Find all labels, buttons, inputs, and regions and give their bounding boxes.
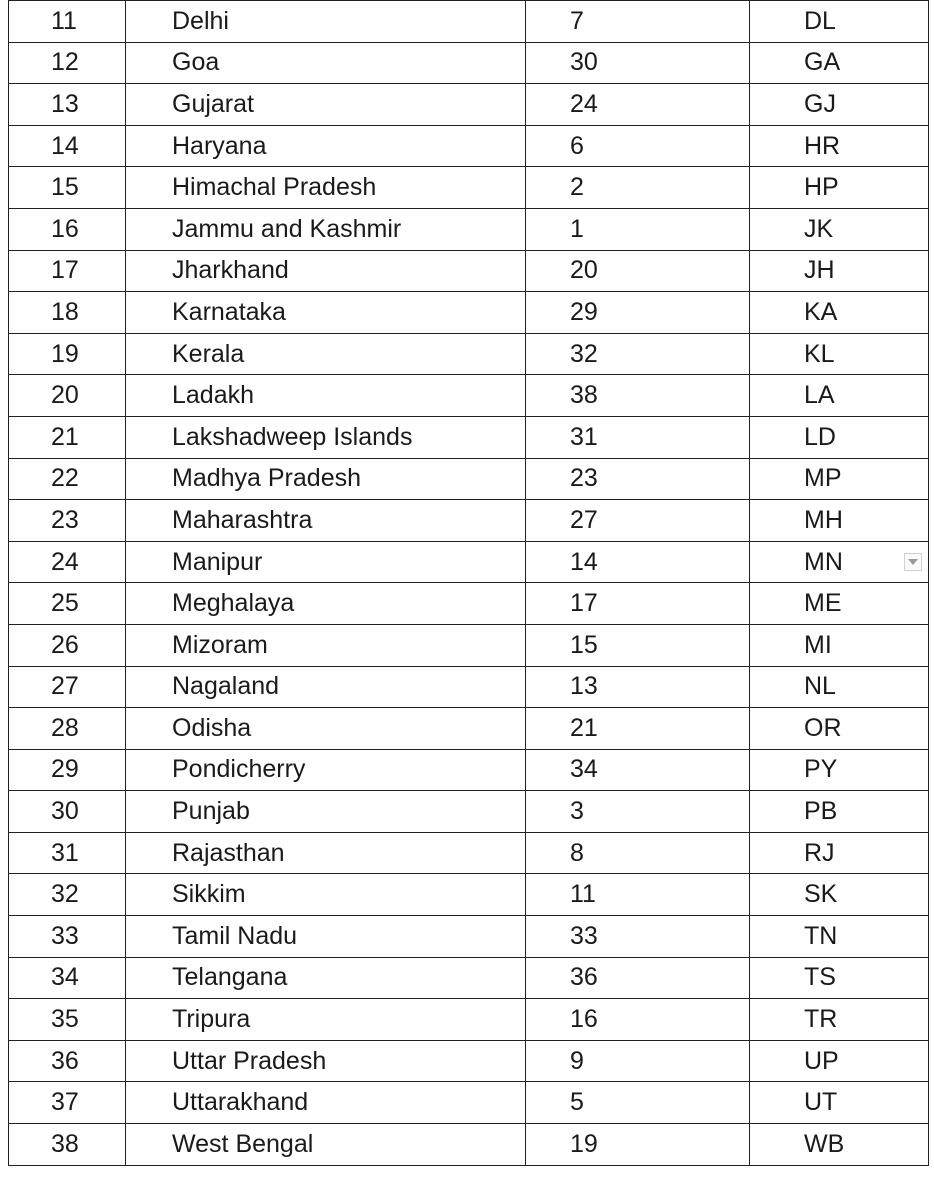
serial-number-cell[interactable] (9, 749, 126, 791)
state-name-cell[interactable] (126, 125, 526, 167)
chevron-down-icon (908, 559, 918, 565)
serial-number-cell[interactable] (9, 416, 126, 458)
state-code-cell[interactable] (526, 208, 750, 250)
state-abbreviation-cell-text: TS (804, 963, 836, 992)
serial-number-cell[interactable] (9, 832, 126, 874)
state-name-cell-text: Tamil Nadu (172, 921, 298, 950)
state-name-cell[interactable] (126, 1040, 526, 1082)
serial-number-cell-text: 28 (51, 713, 79, 742)
table-row (9, 500, 929, 542)
serial-number-cell-text: 32 (51, 880, 79, 909)
table-row (9, 458, 929, 500)
state-abbreviation-cell-text: LA (804, 381, 835, 410)
table-row (9, 916, 929, 958)
state-code-cell-text: 32 (570, 339, 598, 368)
table-row (9, 749, 929, 791)
state-code-cell-text: 20 (570, 256, 598, 285)
table-row (9, 333, 929, 375)
state-abbreviation-cell[interactable] (750, 541, 929, 583)
state-code-cell-text: 21 (570, 713, 598, 742)
state-name-cell[interactable] (126, 1082, 526, 1124)
table-row (9, 874, 929, 916)
state-code-cell[interactable] (526, 1124, 750, 1166)
serial-number-cell[interactable] (9, 42, 126, 84)
serial-number-cell-text: 23 (51, 505, 79, 534)
state-code-cell-text: 36 (570, 963, 598, 992)
state-abbreviation-cell-text: TN (804, 921, 838, 950)
state-code-cell[interactable] (526, 292, 750, 334)
state-name-cell[interactable] (126, 1124, 526, 1166)
state-code-cell[interactable] (526, 583, 750, 625)
table-row (9, 42, 929, 84)
serial-number-cell[interactable] (9, 292, 126, 334)
state-name-cell-text: Meghalaya (172, 589, 295, 618)
state-code-cell[interactable] (526, 708, 750, 750)
serial-number-cell-text: 37 (51, 1088, 79, 1117)
state-code-cell-text: 9 (570, 1046, 584, 1075)
serial-number-cell[interactable] (9, 500, 126, 542)
state-name-cell[interactable] (126, 666, 526, 708)
serial-number-cell-text: 38 (51, 1129, 79, 1158)
state-code-table (8, 0, 929, 1166)
state-abbreviation-cell[interactable] (750, 583, 929, 625)
state-abbreviation-cell-text: LD (804, 422, 836, 451)
serial-number-cell[interactable] (9, 375, 126, 417)
state-abbreviation-cell-text: JK (804, 214, 834, 243)
state-code-cell-text: 16 (570, 1005, 598, 1034)
serial-number-cell[interactable] (9, 1082, 126, 1124)
state-name-cell-text: Karnataka (172, 297, 286, 326)
state-abbreviation-cell-text: HP (804, 173, 839, 202)
serial-number-cell-text: 24 (51, 547, 79, 576)
state-code-cell[interactable] (526, 500, 750, 542)
state-code-cell-text: 30 (570, 48, 598, 77)
state-abbreviation-cell[interactable] (750, 874, 929, 916)
state-name-cell[interactable] (126, 208, 526, 250)
state-abbreviation-cell-text: PY (804, 755, 838, 784)
state-abbreviation-cell-text: GA (804, 48, 841, 77)
serial-number-cell[interactable] (9, 583, 126, 625)
serial-number-cell-text: 29 (51, 755, 79, 784)
table-row (9, 666, 929, 708)
state-abbreviation-cell[interactable] (750, 500, 929, 542)
state-name-cell-text: Manipur (172, 547, 263, 576)
state-code-cell-text: 38 (570, 381, 598, 410)
state-abbreviation-cell[interactable] (750, 250, 929, 292)
state-name-cell[interactable] (126, 1, 526, 43)
serial-number-cell-text: 27 (51, 672, 79, 701)
state-name-cell-text: West Bengal (172, 1129, 314, 1158)
serial-number-cell-text: 35 (51, 1005, 79, 1034)
table-row (9, 1124, 929, 1166)
serial-number-cell[interactable] (9, 84, 126, 126)
serial-number-cell-text: 18 (51, 297, 79, 326)
state-code-cell-text: 3 (570, 797, 584, 826)
state-abbreviation-cell-text: SK (804, 880, 838, 909)
state-name-cell-text: Punjab (172, 797, 250, 826)
state-code-cell[interactable] (526, 458, 750, 500)
serial-number-cell[interactable] (9, 708, 126, 750)
state-code-cell[interactable] (526, 666, 750, 708)
state-name-cell[interactable] (126, 791, 526, 833)
state-name-cell-text: Ladakh (172, 381, 255, 410)
serial-number-cell[interactable] (9, 666, 126, 708)
table-row (9, 1, 929, 43)
state-name-cell-text: Pondicherry (172, 755, 306, 784)
state-abbreviation-cell-text: MI (804, 630, 832, 659)
state-code-cell[interactable] (526, 1082, 750, 1124)
serial-number-cell[interactable] (9, 1040, 126, 1082)
serial-number-cell-text: 13 (51, 89, 79, 118)
state-name-cell[interactable] (126, 583, 526, 625)
state-abbreviation-cell[interactable] (750, 1082, 929, 1124)
state-abbreviation-cell[interactable] (750, 1, 929, 43)
table-row (9, 84, 929, 126)
state-abbreviation-cell-text: HR (804, 131, 841, 160)
state-abbreviation-cell-text: GJ (804, 89, 836, 118)
table-row (9, 416, 929, 458)
serial-number-cell-text: 16 (51, 214, 79, 243)
state-code-cell[interactable] (526, 125, 750, 167)
state-abbreviation-cell[interactable] (750, 1040, 929, 1082)
state-code-cell[interactable] (526, 1, 750, 43)
state-name-cell[interactable] (126, 624, 526, 666)
state-name-cell-text: Himachal Pradesh (172, 173, 377, 202)
state-name-cell[interactable] (126, 999, 526, 1041)
table-row (9, 832, 929, 874)
state-abbreviation-cell-text: DL (804, 6, 836, 35)
serial-number-cell[interactable] (9, 541, 126, 583)
state-code-cell-text: 14 (570, 547, 598, 576)
state-name-cell-text: Rajasthan (172, 838, 285, 867)
state-abbreviation-cell[interactable] (750, 375, 929, 417)
state-abbreviation-cell-text: RJ (804, 838, 835, 867)
serial-number-cell[interactable] (9, 1, 126, 43)
serial-number-cell[interactable] (9, 125, 126, 167)
state-abbreviation-cell-text: NL (804, 672, 836, 701)
state-name-cell-text: Maharashtra (172, 505, 313, 534)
state-abbreviation-cell-text: JH (804, 256, 835, 285)
state-code-cell-text: 27 (570, 505, 598, 534)
serial-number-cell-text: 21 (51, 422, 79, 451)
state-code-cell[interactable] (526, 874, 750, 916)
state-name-cell-text: Kerala (172, 339, 245, 368)
serial-number-cell-text: 34 (51, 963, 79, 992)
state-abbreviation-cell[interactable] (750, 749, 929, 791)
state-abbreviation-cell-text: UP (804, 1046, 839, 1075)
state-abbreviation-cell[interactable] (750, 999, 929, 1041)
state-name-cell-text: Gujarat (172, 89, 254, 118)
state-abbreviation-cell-text: OR (804, 713, 842, 742)
serial-number-cell-text: 26 (51, 630, 79, 659)
state-name-cell-text: Sikkim (172, 880, 246, 909)
state-code-cell-text: 8 (570, 838, 584, 867)
serial-number-cell[interactable] (9, 1124, 126, 1166)
state-name-cell[interactable] (126, 375, 526, 417)
state-abbreviation-cell[interactable] (750, 125, 929, 167)
state-name-cell[interactable] (126, 416, 526, 458)
table-row (9, 791, 929, 833)
state-code-cell-text: 11 (570, 880, 596, 909)
table-row (9, 1082, 929, 1124)
state-name-cell[interactable] (126, 541, 526, 583)
state-code-cell-text: 33 (570, 921, 598, 950)
state-abbreviation-cell[interactable] (750, 42, 929, 84)
state-code-cell-text: 13 (570, 672, 598, 701)
state-name-cell[interactable] (126, 832, 526, 874)
table-row (9, 125, 929, 167)
state-name-cell-text: Haryana (172, 131, 267, 160)
serial-number-cell-text: 33 (51, 921, 79, 950)
table-row (9, 375, 929, 417)
table-row (9, 541, 929, 583)
table-row (9, 708, 929, 750)
table-row (9, 624, 929, 666)
state-abbreviation-cell[interactable] (750, 458, 929, 500)
state-name-cell[interactable] (126, 292, 526, 334)
state-code-table-container (8, 0, 928, 1166)
serial-number-cell-text: 12 (51, 48, 79, 77)
serial-number-cell[interactable] (9, 250, 126, 292)
state-code-cell[interactable] (526, 791, 750, 833)
state-name-cell-text: Uttar Pradesh (172, 1046, 327, 1075)
serial-number-cell-text: 17 (51, 256, 79, 285)
serial-number-cell[interactable] (9, 458, 126, 500)
state-name-cell-text: Jharkhand (172, 256, 289, 285)
state-code-cell[interactable] (526, 375, 750, 417)
serial-number-cell-text: 15 (51, 173, 79, 202)
state-code-cell-text: 1 (570, 214, 584, 243)
serial-number-cell-text: 14 (51, 131, 79, 160)
serial-number-cell-text: 36 (51, 1046, 79, 1075)
state-code-cell-text: 17 (570, 589, 598, 618)
state-code-cell[interactable] (526, 957, 750, 999)
serial-number-cell-text: 25 (51, 589, 79, 618)
state-abbreviation-cell-text: PB (804, 797, 838, 826)
state-name-cell[interactable] (126, 84, 526, 126)
table-row (9, 208, 929, 250)
state-name-cell-text: Mizoram (172, 630, 268, 659)
table-row (9, 999, 929, 1041)
serial-number-cell-text: 20 (51, 381, 79, 410)
state-name-cell-text: Delhi (172, 6, 229, 35)
state-code-cell-text: 15 (570, 630, 598, 659)
state-code-cell[interactable] (526, 999, 750, 1041)
state-code-cell[interactable] (526, 333, 750, 375)
state-abbreviation-cell-text: WB (804, 1129, 845, 1158)
state-abbreviation-cell[interactable] (750, 957, 929, 999)
state-name-cell[interactable] (126, 333, 526, 375)
table-row (9, 292, 929, 334)
state-code-cell[interactable] (526, 167, 750, 209)
state-name-cell[interactable] (126, 42, 526, 84)
state-code-cell-text: 5 (570, 1088, 584, 1117)
state-name-cell[interactable] (126, 708, 526, 750)
state-code-cell[interactable] (526, 416, 750, 458)
state-name-cell-text: Nagaland (172, 672, 280, 701)
state-name-cell[interactable] (126, 749, 526, 791)
state-name-cell-text: Uttarakhand (172, 1088, 309, 1117)
state-abbreviation-cell[interactable] (750, 292, 929, 334)
cell-dropdown-button[interactable] (904, 553, 922, 571)
state-name-cell-text: Odisha (172, 713, 252, 742)
state-code-cell[interactable] (526, 541, 750, 583)
state-code-cell[interactable] (526, 916, 750, 958)
state-code-cell[interactable] (526, 42, 750, 84)
state-code-cell-text: 23 (570, 464, 598, 493)
serial-number-cell-text: 31 (51, 838, 79, 867)
state-code-cell-text: 2 (570, 173, 584, 202)
state-abbreviation-cell-text: MP (804, 464, 842, 493)
state-name-cell-text: Tripura (172, 1005, 251, 1034)
state-abbreviation-cell-text: KL (804, 339, 835, 368)
state-abbreviation-cell[interactable] (750, 84, 929, 126)
table-row (9, 1040, 929, 1082)
state-code-cell-text: 34 (570, 755, 598, 784)
serial-number-cell[interactable] (9, 874, 126, 916)
state-abbreviation-cell[interactable] (750, 666, 929, 708)
serial-number-cell[interactable] (9, 208, 126, 250)
state-abbreviation-cell-text: MH (804, 505, 843, 534)
state-abbreviation-cell[interactable] (750, 333, 929, 375)
state-code-cell[interactable] (526, 1040, 750, 1082)
serial-number-cell-text: 11 (51, 6, 77, 35)
serial-number-cell[interactable] (9, 167, 126, 209)
state-code-cell-text: 6 (570, 131, 584, 160)
state-abbreviation-cell-text: TR (804, 1005, 838, 1034)
state-code-cell-text: 19 (570, 1129, 598, 1158)
state-abbreviation-cell[interactable] (750, 167, 929, 209)
state-name-cell-text: Goa (172, 48, 220, 77)
state-code-cell[interactable] (526, 832, 750, 874)
state-code-cell[interactable] (526, 250, 750, 292)
state-name-cell[interactable] (126, 916, 526, 958)
table-row (9, 583, 929, 625)
state-abbreviation-cell-text: MN (804, 547, 843, 576)
state-abbreviation-cell-text: ME (804, 589, 842, 618)
table-row (9, 250, 929, 292)
serial-number-cell[interactable] (9, 957, 126, 999)
state-name-cell[interactable] (126, 250, 526, 292)
serial-number-cell-text: 22 (51, 464, 79, 493)
serial-number-cell-text: 30 (51, 797, 79, 826)
state-code-cell[interactable] (526, 624, 750, 666)
state-name-cell[interactable] (126, 500, 526, 542)
state-abbreviation-cell[interactable] (750, 416, 929, 458)
serial-number-cell[interactable] (9, 999, 126, 1041)
state-name-cell[interactable] (126, 957, 526, 999)
state-name-cell-text: Telangana (172, 963, 288, 992)
state-code-cell-text: 24 (570, 89, 598, 118)
state-name-cell[interactable] (126, 167, 526, 209)
serial-number-cell[interactable] (9, 624, 126, 666)
state-abbreviation-cell[interactable] (750, 791, 929, 833)
state-abbreviation-cell[interactable] (750, 1124, 929, 1166)
state-code-cell-text: 7 (570, 6, 584, 35)
state-abbreviation-cell[interactable] (750, 916, 929, 958)
state-code-cell[interactable] (526, 84, 750, 126)
state-code-cell-text: 31 (570, 422, 598, 451)
state-abbreviation-cell[interactable] (750, 624, 929, 666)
state-name-cell[interactable] (126, 458, 526, 500)
serial-number-cell[interactable] (9, 916, 126, 958)
state-abbreviation-cell[interactable] (750, 208, 929, 250)
state-abbreviation-cell-text: KA (804, 297, 838, 326)
serial-number-cell-text: 19 (51, 339, 79, 368)
state-name-cell-text: Lakshadweep Islands (172, 422, 413, 451)
state-abbreviation-cell[interactable] (750, 708, 929, 750)
state-name-cell[interactable] (126, 874, 526, 916)
serial-number-cell[interactable] (9, 333, 126, 375)
table-body (9, 1, 929, 1166)
table-row (9, 167, 929, 209)
state-abbreviation-cell[interactable] (750, 832, 929, 874)
state-code-cell-text: 29 (570, 297, 598, 326)
state-code-cell[interactable] (526, 749, 750, 791)
serial-number-cell[interactable] (9, 791, 126, 833)
table-row (9, 957, 929, 999)
state-name-cell-text: Jammu and Kashmir (172, 214, 402, 243)
state-abbreviation-cell-text: UT (804, 1088, 838, 1117)
state-name-cell-text: Madhya Pradesh (172, 464, 362, 493)
